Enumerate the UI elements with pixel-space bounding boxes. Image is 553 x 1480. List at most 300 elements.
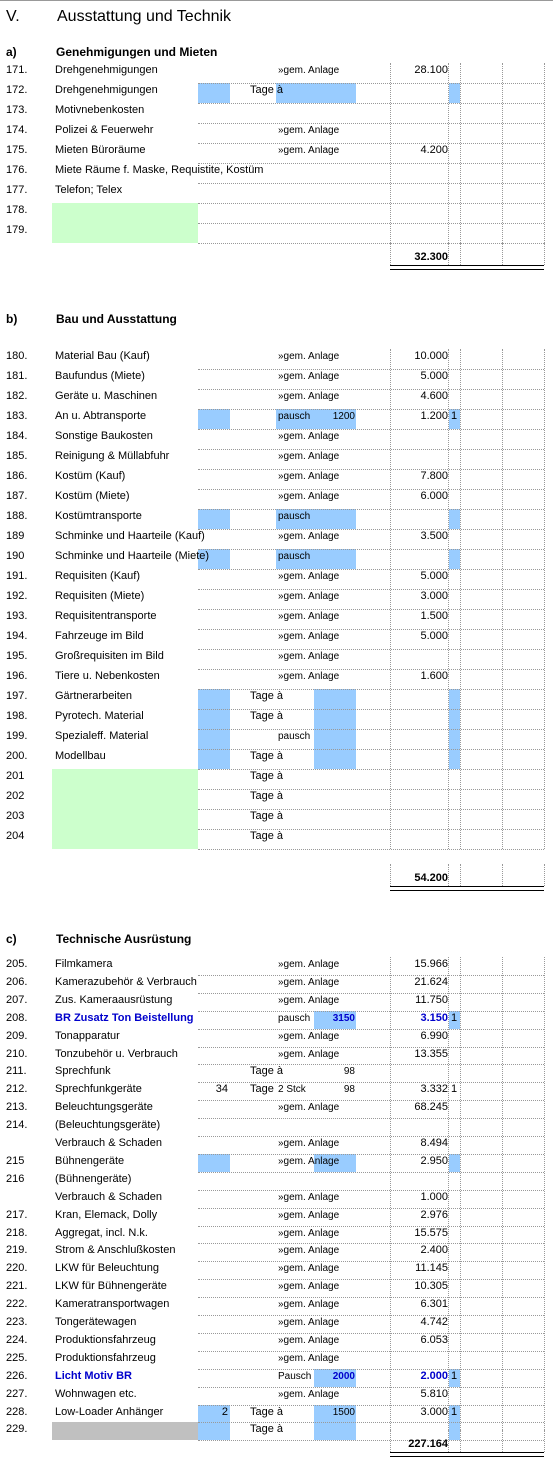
grid-column-line bbox=[460, 864, 461, 886]
row-total: 5.810 bbox=[420, 1387, 448, 1400]
basis-label: »gem. Anlage bbox=[278, 145, 340, 156]
row-number: 197. bbox=[6, 690, 28, 702]
basis-label: »gem. Anlage bbox=[278, 1227, 340, 1239]
grid-column-line bbox=[544, 349, 545, 849]
row-total: 10.305 bbox=[414, 1280, 448, 1293]
row-number: 195. bbox=[6, 650, 28, 662]
row-divider bbox=[198, 975, 544, 976]
row-number: 179. bbox=[6, 224, 28, 236]
row-number: 207. bbox=[6, 993, 28, 1006]
row-label: Produktionsfahrzeug bbox=[55, 1333, 156, 1346]
row-number: 227. bbox=[6, 1387, 28, 1400]
row-number: 211. bbox=[6, 1065, 27, 1078]
row-number: 191. bbox=[6, 570, 28, 582]
grid-column-line bbox=[502, 349, 503, 849]
basis-label: »gem. Anlage bbox=[278, 531, 340, 542]
row-label: Mieten Büroräume bbox=[55, 144, 146, 156]
section-title: Technische Ausrüstung bbox=[56, 932, 192, 946]
grid-column-line bbox=[460, 63, 461, 243]
row-divider bbox=[198, 529, 544, 530]
row-label: Requisiten (Miete) bbox=[55, 590, 145, 602]
row-label: Kamerazubehör & Verbrauch bbox=[55, 975, 197, 988]
input-cell[interactable] bbox=[198, 509, 230, 529]
basis-label: »gem. Anlage bbox=[278, 1209, 340, 1221]
row-total: 5.000 bbox=[420, 370, 448, 382]
double-underline bbox=[390, 886, 544, 891]
basis-label: »gem. Anlage bbox=[278, 1245, 340, 1257]
row-total: 3.150 bbox=[420, 1011, 448, 1024]
row-divider bbox=[198, 1261, 544, 1262]
row-number: 214. bbox=[6, 1119, 28, 1132]
row-number: 192. bbox=[6, 590, 28, 602]
row-divider bbox=[198, 223, 544, 224]
row-number: 186. bbox=[6, 470, 28, 482]
grid-column-line bbox=[502, 243, 503, 265]
row-divider bbox=[198, 1208, 544, 1209]
row-divider bbox=[198, 1387, 544, 1388]
row-number: 175. bbox=[6, 144, 28, 156]
input-cell[interactable] bbox=[449, 1154, 460, 1172]
unit-label: Tage bbox=[250, 1083, 274, 1096]
row-number: 198. bbox=[6, 710, 28, 722]
basis-label: »gem. Anlage bbox=[278, 671, 340, 682]
row-number: 178. bbox=[6, 204, 28, 216]
basis-label: »gem. Anlage bbox=[278, 959, 340, 970]
row-number: 220. bbox=[6, 1262, 28, 1275]
row-label: (Beleuchtungsgeräte) bbox=[55, 1119, 161, 1132]
basis-label: »gem. Anlage bbox=[278, 125, 340, 136]
row-number: 208. bbox=[6, 1011, 28, 1024]
row-total: 10.000 bbox=[414, 350, 448, 362]
unit-label: Tage à bbox=[250, 830, 284, 842]
top-border bbox=[0, 0, 553, 1]
row-total: 1.200 bbox=[420, 410, 448, 422]
basis-label: »gem. Anlage bbox=[278, 371, 340, 382]
flag-value: 1 bbox=[451, 1405, 458, 1418]
row-label: LKW für Bühnengeräte bbox=[55, 1280, 167, 1293]
row-divider bbox=[198, 629, 544, 630]
section-total: 32.300 bbox=[414, 251, 448, 263]
row-label: Fahrzeuge im Bild bbox=[55, 630, 144, 642]
row-divider bbox=[198, 1172, 544, 1173]
basis-label: Pausch bbox=[278, 1370, 312, 1382]
grid-column-line bbox=[448, 1430, 449, 1452]
row-number: 205. bbox=[6, 958, 28, 970]
row-number: 218. bbox=[6, 1226, 28, 1239]
input-cell[interactable] bbox=[198, 409, 230, 429]
row-total: 6.000 bbox=[420, 490, 448, 502]
input-cell[interactable] bbox=[449, 689, 460, 709]
row-divider bbox=[198, 589, 544, 590]
row-label: Großrequisiten im Bild bbox=[55, 650, 164, 662]
row-number: 217. bbox=[6, 1208, 28, 1221]
row-number: 210. bbox=[6, 1047, 28, 1060]
row-label: Verbrauch & Schaden bbox=[55, 1190, 163, 1203]
rate-value[interactable]: 1500 bbox=[332, 1406, 355, 1418]
row-divider bbox=[198, 203, 544, 204]
row-divider bbox=[198, 183, 544, 184]
row-label: Filmkamera bbox=[55, 958, 113, 970]
flag-value: 1 bbox=[451, 1369, 458, 1382]
row-total: 2.976 bbox=[420, 1208, 448, 1221]
grid-column-line bbox=[448, 349, 449, 849]
row-total: 4.600 bbox=[420, 390, 448, 402]
input-cell[interactable] bbox=[449, 749, 460, 769]
basis-label: »gem. Anlage bbox=[278, 1191, 340, 1203]
row-divider bbox=[198, 1100, 544, 1101]
row-divider bbox=[198, 1297, 544, 1298]
basis-label: »gem. Anlage bbox=[278, 651, 340, 662]
basis-label: »gem. Anlage bbox=[278, 1138, 340, 1149]
grid-column-line bbox=[544, 957, 545, 1440]
row-divider bbox=[198, 549, 544, 550]
basis-label: »gem. Anlage bbox=[278, 351, 340, 362]
grid-column-line bbox=[502, 1430, 503, 1452]
row-number: 196. bbox=[6, 670, 28, 682]
row-total: 5.000 bbox=[420, 630, 448, 642]
row-divider bbox=[198, 1279, 544, 1280]
row-number: 173. bbox=[6, 104, 28, 116]
row-total: 6.990 bbox=[420, 1029, 448, 1042]
row-label: Telefon; Telex bbox=[55, 184, 123, 196]
row-divider bbox=[198, 1369, 544, 1370]
grid-column-line bbox=[502, 63, 503, 243]
input-cell[interactable] bbox=[276, 83, 356, 103]
row-total: 3.500 bbox=[420, 530, 448, 542]
row-divider bbox=[198, 369, 544, 370]
grid-column-line bbox=[502, 864, 503, 886]
basis-label: »gem. Anlage bbox=[278, 491, 340, 502]
input-cell[interactable] bbox=[198, 689, 230, 709]
basis-label: »gem. Anlage bbox=[278, 1281, 340, 1293]
row-number: 226. bbox=[6, 1369, 28, 1382]
unit-label: Tage à bbox=[250, 750, 284, 762]
unit-label: Tage à bbox=[250, 84, 284, 96]
input-cell[interactable] bbox=[449, 709, 460, 729]
input-cell[interactable] bbox=[449, 549, 460, 569]
row-label: Kostüm (Kauf) bbox=[55, 470, 126, 482]
row-label: Wohnwagen etc. bbox=[55, 1387, 137, 1400]
row-label: Bühnengeräte bbox=[55, 1154, 125, 1167]
row-number: 221. bbox=[6, 1280, 28, 1293]
row-number: 171. bbox=[6, 64, 28, 76]
basis-label: »gem. Anlage bbox=[278, 65, 340, 76]
row-number: 174. bbox=[6, 124, 28, 136]
basis-label: »gem. Anlage bbox=[278, 591, 340, 602]
basis-label: »gem. Anlage bbox=[278, 1352, 340, 1364]
row-total: 11.145 bbox=[415, 1262, 448, 1275]
basis-label: pausch bbox=[278, 1012, 311, 1024]
row-number: 176. bbox=[6, 164, 28, 176]
row-divider bbox=[198, 1440, 544, 1441]
row-number: 188. bbox=[6, 510, 28, 522]
row-number: 199. bbox=[6, 730, 28, 742]
section-letter: c) bbox=[6, 932, 17, 946]
row-number: 204 bbox=[6, 830, 25, 842]
row-number: 190 bbox=[6, 550, 25, 562]
row-label: Sprechfunkgeräte bbox=[55, 1083, 142, 1096]
row-label: Verbrauch & Schaden bbox=[55, 1137, 163, 1149]
row-divider bbox=[198, 509, 544, 510]
section-letter: b) bbox=[6, 312, 18, 326]
basis-label: »gem. Anlage bbox=[278, 1102, 340, 1114]
input-cell[interactable] bbox=[449, 729, 460, 749]
row-number: 229. bbox=[6, 1423, 28, 1436]
unit-label: Tage à bbox=[250, 690, 284, 702]
row-number: 189 bbox=[6, 530, 25, 542]
grid-column-line bbox=[460, 243, 461, 265]
row-label: Schminke und Haarteile (Kauf) bbox=[55, 530, 205, 542]
row-number: 203 bbox=[6, 810, 25, 822]
chapter-title: Ausstattung und Technik bbox=[57, 8, 232, 25]
row-number: 177. bbox=[6, 184, 28, 196]
row-number: 212. bbox=[6, 1083, 28, 1096]
row-label: Kostüm (Miete) bbox=[55, 490, 130, 502]
row-divider bbox=[198, 1118, 544, 1119]
row-divider bbox=[198, 1029, 544, 1030]
row-label: Spezialeff. Material bbox=[55, 730, 149, 742]
unit-label: Tage à bbox=[250, 790, 284, 802]
row-divider bbox=[198, 1243, 544, 1244]
basis-label: »gem. Anlage bbox=[278, 1334, 340, 1346]
double-underline bbox=[390, 265, 544, 270]
grid-column-line bbox=[448, 864, 449, 886]
row-label: Geräte u. Maschinen bbox=[55, 390, 158, 402]
basis-label: pausch bbox=[278, 731, 311, 742]
row-total: 2.950 bbox=[420, 1154, 448, 1167]
row-divider bbox=[198, 143, 544, 144]
row-divider bbox=[198, 243, 544, 244]
section-total: 227.164 bbox=[408, 1438, 448, 1450]
input-cell[interactable] bbox=[314, 689, 356, 709]
row-number: 228. bbox=[6, 1405, 28, 1418]
input-cell[interactable] bbox=[314, 729, 356, 749]
row-label: Low-Loader Anhänger bbox=[55, 1405, 164, 1418]
row-total: 68.245 bbox=[414, 1101, 448, 1114]
input-cell[interactable] bbox=[314, 709, 356, 729]
row-number: 206. bbox=[6, 975, 28, 988]
row-divider bbox=[198, 993, 544, 994]
row-label: Strom & Anschlußkosten bbox=[55, 1244, 176, 1257]
row-total: 7.800 bbox=[420, 470, 448, 482]
basis-label: »gem. Anlage bbox=[278, 1048, 340, 1060]
basis-label: »gem. Anlage bbox=[278, 471, 340, 482]
section-total: 54.200 bbox=[414, 872, 448, 884]
row-total: 1.600 bbox=[420, 670, 448, 682]
row-total: 5.000 bbox=[420, 570, 448, 582]
row-number: 209. bbox=[6, 1029, 28, 1042]
basis-label: »gem. Anlage bbox=[278, 1263, 340, 1275]
basis-label: »gem. Anlage bbox=[278, 451, 340, 462]
row-divider bbox=[198, 123, 544, 124]
grid-column-line bbox=[544, 243, 545, 265]
row-label: Tonapparatur bbox=[55, 1029, 120, 1042]
row-label: (Bühnengeräte) bbox=[55, 1172, 132, 1185]
row-number: 219. bbox=[6, 1244, 28, 1257]
row-label: Drehgenehmigungen bbox=[55, 64, 158, 76]
empty-input-block[interactable] bbox=[52, 769, 198, 849]
row-number: 215 bbox=[6, 1154, 25, 1167]
row-number: 224. bbox=[6, 1333, 28, 1346]
row-divider bbox=[198, 1226, 544, 1227]
basis-label: »gem. Anlage bbox=[278, 994, 340, 1006]
row-label: Requisiten (Kauf) bbox=[55, 570, 140, 582]
row-label: Polizei & Feuerwehr bbox=[55, 124, 154, 136]
row-divider bbox=[198, 569, 544, 570]
section-title: Bau und Ausstattung bbox=[56, 312, 177, 326]
basis-label: »gem. Anlage bbox=[278, 1155, 340, 1167]
row-number: 223. bbox=[6, 1316, 28, 1328]
input-cell[interactable] bbox=[449, 1422, 460, 1440]
rate-value[interactable]: 98 bbox=[343, 1084, 355, 1096]
row-number: 193. bbox=[6, 610, 28, 622]
double-underline bbox=[390, 1452, 544, 1457]
rate-value[interactable]: 98 bbox=[343, 1066, 355, 1078]
input-cell[interactable] bbox=[449, 509, 460, 529]
basis-label: 2 Stck bbox=[278, 1084, 306, 1096]
row-number: 202 bbox=[6, 790, 25, 802]
row-label: Tonzubehör u. Verbrauch bbox=[55, 1047, 178, 1060]
row-label: Gärtnerarbeiten bbox=[55, 690, 133, 702]
input-cell[interactable] bbox=[198, 749, 230, 769]
row-label: Requisitentransporte bbox=[55, 610, 157, 622]
row-label: Modellbau bbox=[55, 750, 106, 762]
row-total: 28.100 bbox=[414, 64, 448, 76]
basis-label: »gem. Anlage bbox=[278, 1388, 340, 1400]
row-divider bbox=[198, 103, 544, 104]
basis-label: »gem. Anlage bbox=[278, 976, 340, 988]
row-label: Reinigung & Müllabfuhr bbox=[55, 450, 170, 462]
row-number: 200. bbox=[6, 750, 28, 762]
basis-label: »gem. Anlage bbox=[278, 611, 340, 622]
row-number: 222. bbox=[6, 1298, 28, 1311]
row-total: 1.500 bbox=[420, 610, 448, 622]
row-label: Tiere u. Nebenkosten bbox=[55, 670, 160, 682]
row-number: 182. bbox=[6, 390, 28, 402]
input-cell[interactable] bbox=[314, 1422, 356, 1440]
basis-label: »gem. Anlage bbox=[278, 1030, 340, 1042]
input-cell[interactable] bbox=[198, 83, 230, 103]
row-number: 201 bbox=[6, 770, 25, 782]
row-divider bbox=[198, 669, 544, 670]
row-divider bbox=[198, 1190, 544, 1191]
basis-label: pausch bbox=[278, 411, 311, 422]
quantity-value[interactable]: 2 bbox=[221, 1405, 228, 1418]
unit-label: Tage à bbox=[250, 1405, 284, 1418]
row-total: 1.000 bbox=[420, 1190, 448, 1203]
unit-label: Tage à bbox=[250, 810, 284, 822]
row-label: Schminke und Haarteile (Miete) bbox=[55, 550, 210, 562]
row-label: An u. Abtransporte bbox=[55, 410, 147, 422]
row-divider bbox=[198, 1136, 544, 1137]
basis-label: pausch bbox=[278, 551, 311, 562]
row-divider bbox=[198, 609, 544, 610]
input-cell[interactable] bbox=[314, 749, 356, 769]
row-total: 6.301 bbox=[420, 1298, 448, 1311]
grid-column-line bbox=[460, 1430, 461, 1452]
row-divider bbox=[198, 1351, 544, 1352]
rate-value[interactable]: 2000 bbox=[332, 1370, 355, 1382]
grid-column-line bbox=[448, 63, 449, 243]
input-cell[interactable] bbox=[449, 83, 460, 103]
row-label: Produktionsfahrzeug bbox=[55, 1351, 156, 1364]
row-label: LKW für Beleuchtung bbox=[55, 1262, 159, 1275]
input-cell[interactable] bbox=[198, 729, 230, 749]
row-total: 15.966 bbox=[414, 958, 448, 970]
empty-input-block[interactable] bbox=[52, 1422, 198, 1440]
grid-column-line bbox=[544, 1430, 545, 1452]
row-number: 213. bbox=[6, 1101, 28, 1114]
basis-label: »gem. Anlage bbox=[278, 631, 340, 642]
row-label: Zus. Kameraausrüstung bbox=[55, 993, 173, 1006]
empty-input-block[interactable] bbox=[52, 203, 198, 243]
input-cell[interactable] bbox=[198, 709, 230, 729]
row-label: Tongerätewagen bbox=[55, 1316, 137, 1328]
rate-value[interactable]: 1200 bbox=[332, 411, 355, 422]
row-number: 225. bbox=[6, 1351, 28, 1364]
basis-label: pausch bbox=[278, 511, 311, 522]
row-divider bbox=[198, 729, 544, 730]
row-total: 2.000 bbox=[420, 1369, 448, 1382]
grid-column-line bbox=[448, 243, 449, 265]
flag-value: 1 bbox=[451, 1083, 458, 1096]
rate-value[interactable]: 3150 bbox=[332, 1012, 355, 1024]
row-total: 21.624 bbox=[414, 975, 448, 988]
row-label: Motivnebenkosten bbox=[55, 104, 145, 116]
row-total: 3.000 bbox=[420, 590, 448, 602]
row-total: 3.332 bbox=[420, 1083, 448, 1096]
row-divider bbox=[198, 489, 544, 490]
row-label: Kran, Elemack, Dolly bbox=[55, 1208, 158, 1221]
row-label: Sonstige Baukosten bbox=[55, 430, 153, 442]
row-divider bbox=[198, 409, 544, 410]
input-cell[interactable] bbox=[198, 1422, 230, 1440]
row-divider bbox=[198, 1011, 544, 1012]
basis-label: »gem. Anlage bbox=[278, 571, 340, 582]
section-letter: a) bbox=[6, 45, 17, 59]
row-number: 194. bbox=[6, 630, 28, 642]
unit-label: Tage à bbox=[250, 1065, 284, 1078]
row-total: 13.355 bbox=[414, 1047, 448, 1060]
row-total: 2.400 bbox=[420, 1244, 448, 1257]
chapter-number: V. bbox=[6, 8, 20, 25]
row-label: BR Zusatz Ton Beistellung bbox=[55, 1011, 194, 1024]
row-number: 216 bbox=[6, 1172, 25, 1185]
row-label: Material Bau (Kauf) bbox=[55, 350, 150, 362]
row-divider bbox=[198, 469, 544, 470]
grid-column-line bbox=[544, 864, 545, 886]
basis-label: »gem. Anlage bbox=[278, 1299, 340, 1311]
basis-label: »gem. Anlage bbox=[278, 431, 340, 442]
row-divider bbox=[198, 649, 544, 650]
quantity-value[interactable]: 34 bbox=[215, 1083, 228, 1096]
row-label: Licht Motiv BR bbox=[55, 1369, 132, 1382]
row-label: Baufundus (Miete) bbox=[55, 370, 145, 382]
unit-label: Tage à bbox=[250, 770, 284, 782]
row-label: Pyrotech. Material bbox=[55, 710, 144, 722]
row-number: 183. bbox=[6, 410, 28, 422]
basis-label: »gem. Anlage bbox=[278, 391, 340, 402]
row-label: Kostümtransporte bbox=[55, 510, 142, 522]
row-label: Aggregat, incl. N.k. bbox=[55, 1226, 148, 1239]
flag-value: 1 bbox=[451, 410, 458, 422]
row-number: 172. bbox=[6, 84, 28, 96]
row-divider bbox=[198, 449, 544, 450]
unit-label: Tage à bbox=[250, 710, 284, 722]
input-cell[interactable] bbox=[198, 1154, 230, 1172]
row-total: 3.000 bbox=[420, 1405, 448, 1418]
row-total: 8.494 bbox=[420, 1137, 448, 1149]
